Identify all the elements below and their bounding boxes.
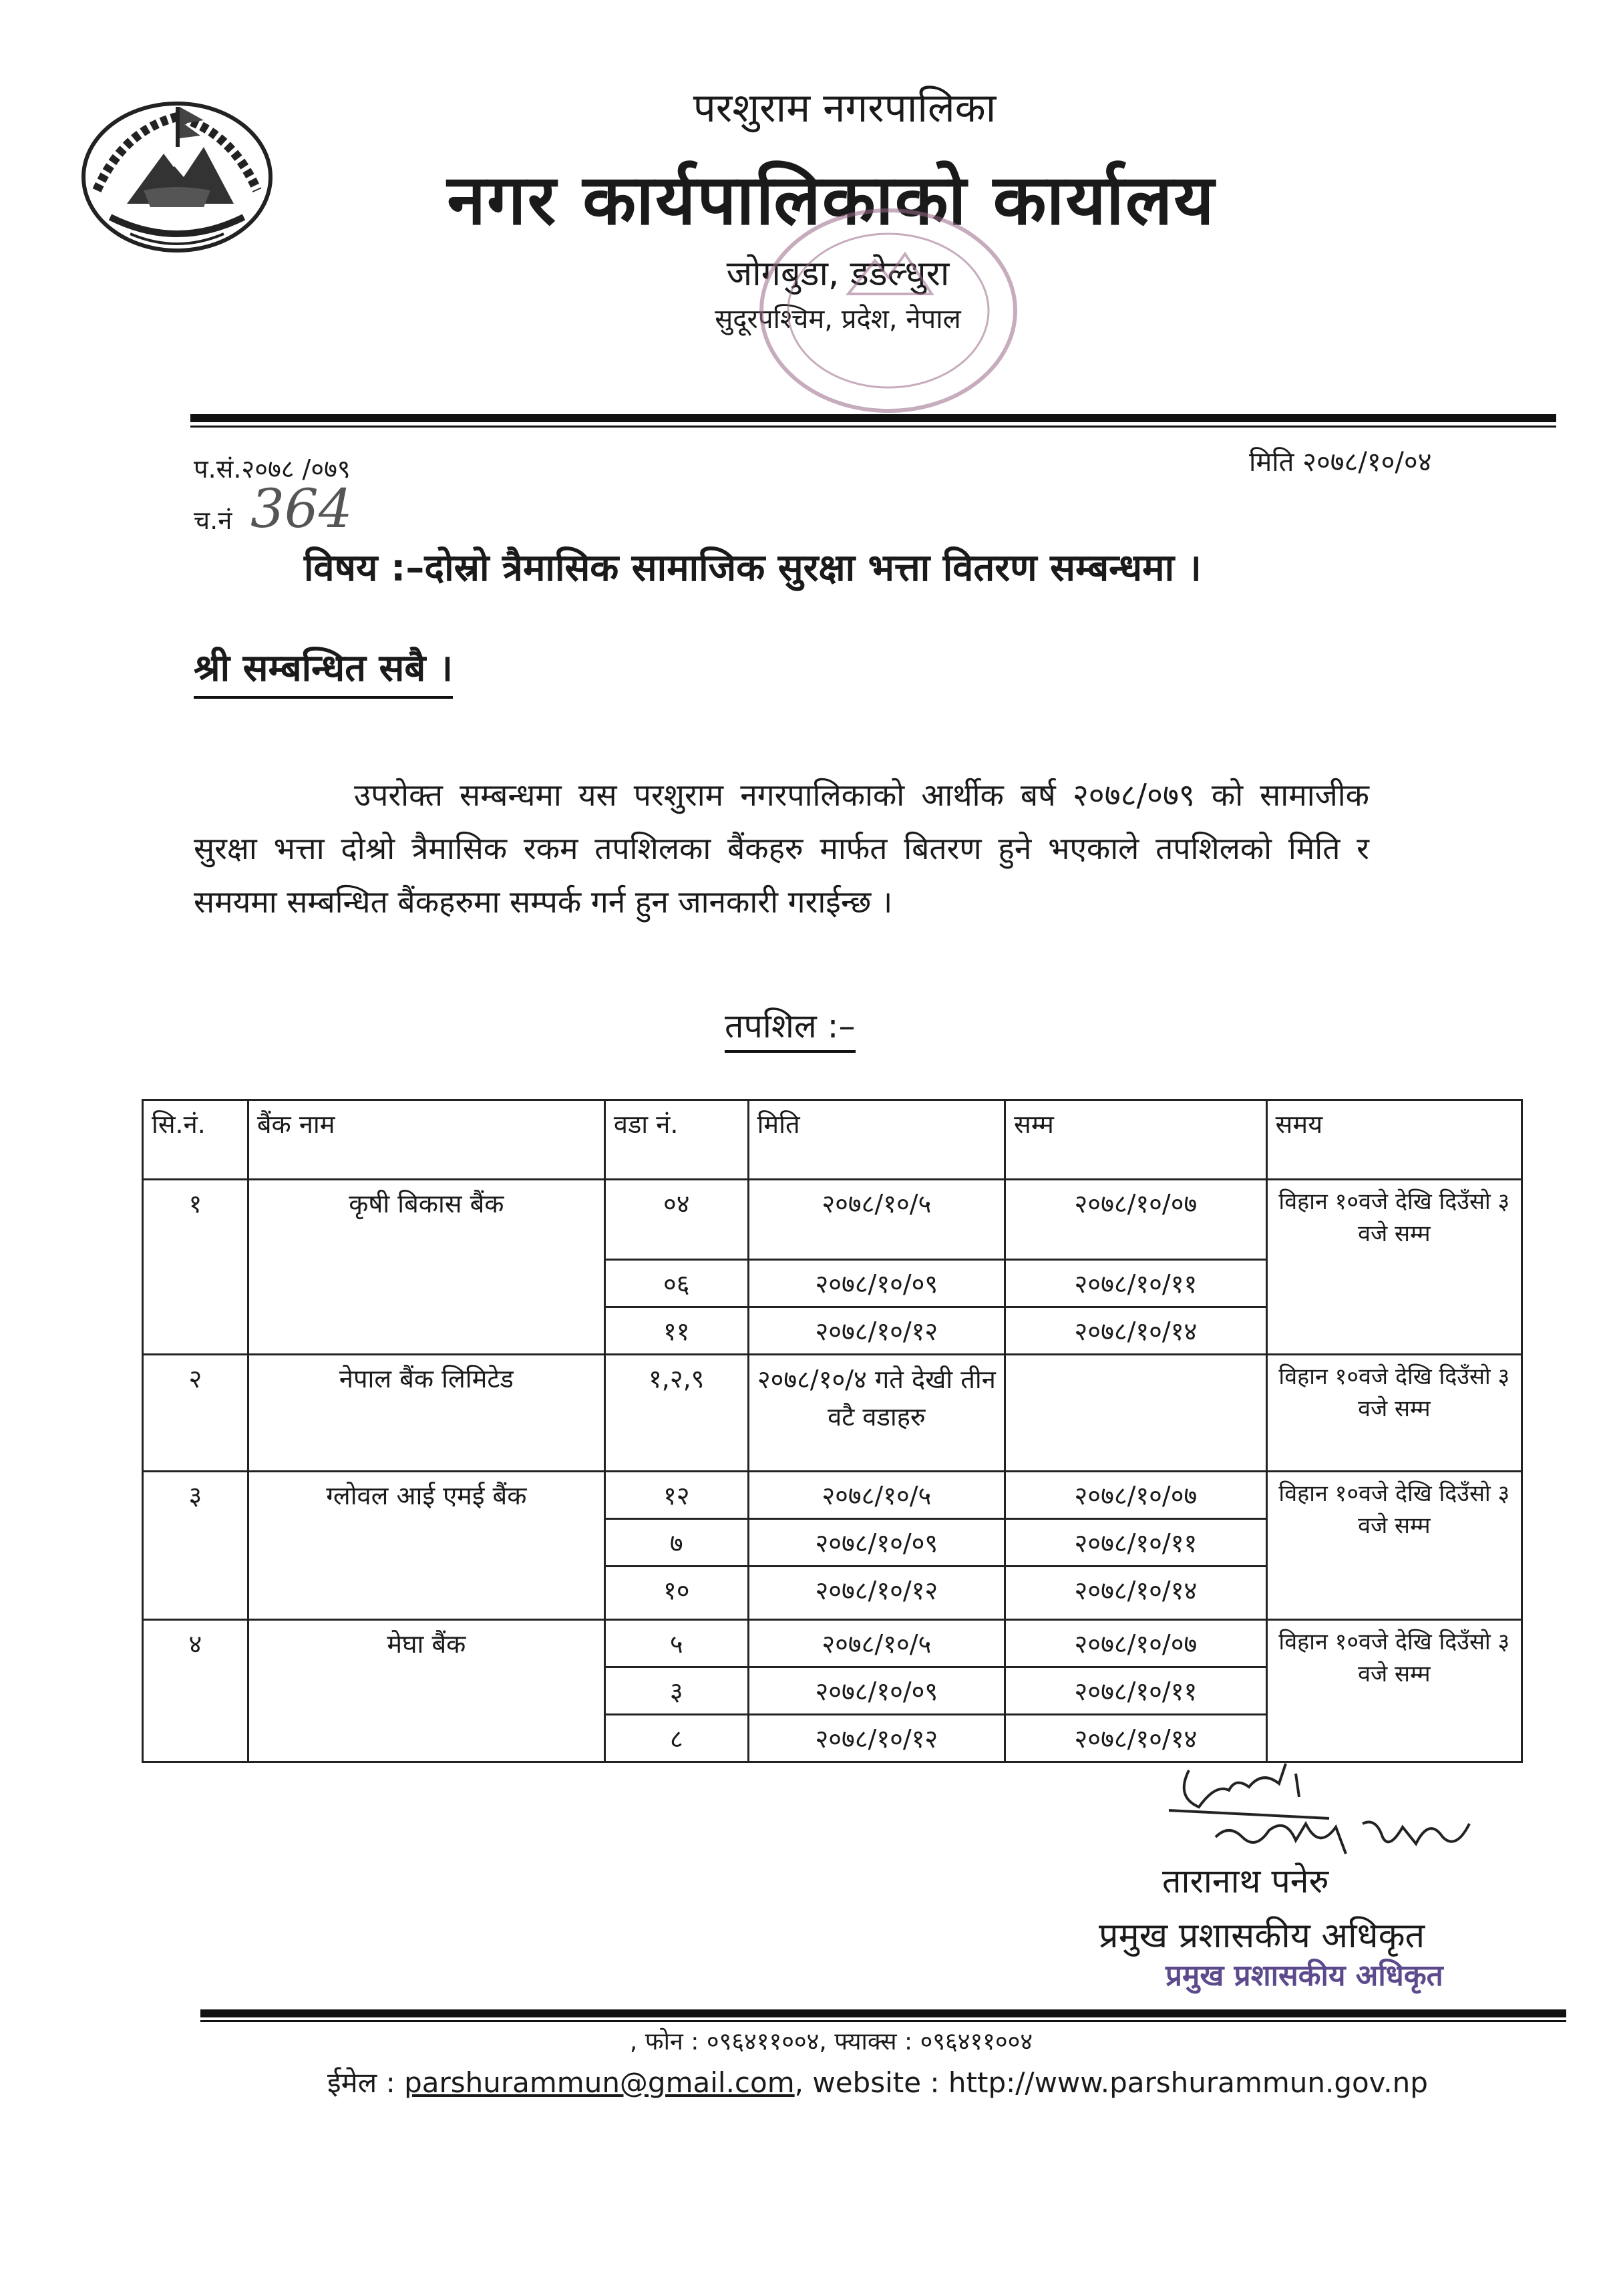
header-rule <box>190 414 1556 422</box>
table-row <box>143 1180 1522 1260</box>
office-province: सुदूरपश्चिम, प्रदेश, नेपाल <box>715 304 961 335</box>
salutation: श्री सम्बन्धित सबै । <box>194 641 453 699</box>
header-ward: वडा नं. <box>604 1100 748 1180</box>
cell-to: २०७८/१०/१४ <box>1005 1307 1267 1355</box>
cell-to <box>1005 1355 1267 1472</box>
municipality-name: परशुराम नगरपालिका <box>693 85 997 132</box>
table-row <box>143 1620 1522 1667</box>
cell-ward: ७ <box>604 1519 748 1567</box>
letter-date: मिति २०७८/१०/०४ <box>1249 447 1432 478</box>
footer-rule <box>200 2009 1566 2017</box>
header-time: समय <box>1266 1100 1522 1180</box>
header-to: सम्म <box>1005 1100 1267 1180</box>
cell-ward: ३ <box>604 1667 748 1715</box>
cell-bank: ग्लोवल आई एमई बैंक <box>248 1472 604 1620</box>
table-row <box>143 1355 1522 1472</box>
signatory-stamp: प्रमुख प्रशासकीय अधिकृत <box>1166 1959 1443 1993</box>
cell-from: २०७८/१०/१२ <box>748 1307 1005 1355</box>
table-row <box>143 1472 1522 1519</box>
cell-bank: कृषी बिकास बैंक <box>248 1180 604 1355</box>
header-bank: बैंक नाम <box>248 1100 604 1180</box>
cell-bank: मेघा बैंक <box>248 1620 604 1762</box>
cell-ward: ५ <box>604 1620 748 1667</box>
cell-sn: २ <box>143 1355 248 1472</box>
cell-from: २०७८/१०/५ <box>748 1180 1005 1260</box>
details-heading: तपशिल :– <box>725 1002 856 1053</box>
cell-time: विहान १०वजे देखि दिउँसो ३ वजे सम्म <box>1266 1355 1522 1472</box>
office-address: जोगबुडा, डडेल्धुरा <box>726 254 950 294</box>
cell-ward: ०६ <box>604 1260 748 1307</box>
header-from: मिति <box>748 1100 1005 1180</box>
cell-ward: ०४ <box>604 1180 748 1260</box>
cell-ward: १२ <box>604 1472 748 1519</box>
header-rule-thin <box>190 426 1556 428</box>
chalan-label: च.नं <box>194 506 232 535</box>
cell-from: २०७८/१०/१२ <box>748 1715 1005 1762</box>
email-label: ईमेल : <box>327 2066 405 2099</box>
cell-to: २०७८/१०/११ <box>1005 1519 1267 1567</box>
office-name: नगर कार्यपालिकाको कार्यालय <box>447 159 1216 240</box>
cell-to: २०७८/१०/०७ <box>1005 1620 1267 1667</box>
letter-subject: विषय :–दोस्रो त्रैमासिक सामाजिक सुरक्षा भत्ता वितरण सम्बन्धमा । <box>304 546 1202 590</box>
cell-to: २०७८/१०/११ <box>1005 1260 1267 1307</box>
reference-number: प.सं.२०७८ /०७९ <box>194 454 351 484</box>
handwritten-signature <box>1162 1744 1489 1870</box>
cell-ward: १,२,९ <box>604 1355 748 1472</box>
footer-rule-thin <box>200 2020 1566 2022</box>
table-header-row <box>143 1100 1522 1180</box>
cell-sn: ३ <box>143 1472 248 1620</box>
cell-from: २०७८/१०/४ गते देखी तीन वटै वडाहरु <box>748 1355 1005 1472</box>
cell-time: विहान १०वजे देखि दिउँसो ३ वजे सम्म <box>1266 1472 1522 1620</box>
cell-time: विहान १०वजे देखि दिउँसो ३ वजे सम्म <box>1266 1180 1522 1355</box>
website-text[interactable]: , website : http://www.parshurammun.gov.np <box>794 2066 1428 2099</box>
signatory-name: तारानाथ पनेरु <box>1162 1862 1329 1901</box>
cell-to: २०७८/१०/११ <box>1005 1667 1267 1715</box>
email-line <box>327 2063 1428 2101</box>
signatory-title: प्रमुख प्रशासकीय अधिकृत <box>1099 1916 1425 1956</box>
cell-bank: नेपाल बैंक लिमिटेड <box>248 1355 604 1472</box>
cell-ward: ८ <box>604 1715 748 1762</box>
body-paragraph: उपरोक्त सम्बन्धमा यस परशुराम नगरपालिकाको आर्थीक बर्ष २०७८/०७९ को सामाजीक सुरक्षा भत्ता दोश्रो त्रैमासिक रकम तपशिलका बैंकहरु मार्फत बितरण हुने भएकाले तपशिलको मिति र समयमा सम्बन्धित बैंकहरुमा सम्पर्क गर्न हुन जानकारी गराईन्छ । <box>194 777 1369 920</box>
cell-sn: ४ <box>143 1620 248 1762</box>
letter-body <box>194 768 1369 929</box>
cell-sn: १ <box>143 1180 248 1355</box>
office-stamp-icon <box>748 200 1029 421</box>
cell-to: २०७८/१०/०७ <box>1005 1472 1267 1519</box>
distribution-table <box>142 1099 1523 1763</box>
cell-from: २०७८/१०/५ <box>748 1620 1005 1667</box>
cell-to: २०७८/१०/१४ <box>1005 1567 1267 1620</box>
cell-from: २०७८/१०/५ <box>748 1472 1005 1519</box>
cell-from: २०७८/१०/०९ <box>748 1519 1005 1567</box>
email-link[interactable]: parshurammun@gmail.com <box>404 2066 795 2099</box>
header-sn: सि.नं. <box>143 1100 248 1180</box>
cell-to: २०७८/१०/१४ <box>1005 1715 1267 1762</box>
cell-time: विहान १०वजे देखि दिउँसो ३ वजे सम्म <box>1266 1620 1522 1762</box>
cell-ward: ११ <box>604 1307 748 1355</box>
contact-line: , फोन : ०९६४११००४, फ्याक्स : ०९६४११००४ <box>629 2028 1033 2056</box>
cell-ward: १० <box>604 1567 748 1620</box>
cell-to: २०७८/१०/०७ <box>1005 1180 1267 1260</box>
cell-from: २०७८/१०/०९ <box>748 1260 1005 1307</box>
cell-from: २०७८/१०/०९ <box>748 1667 1005 1715</box>
cell-from: २०७८/१०/१२ <box>748 1567 1005 1620</box>
chalan-number: 364 <box>250 478 353 540</box>
